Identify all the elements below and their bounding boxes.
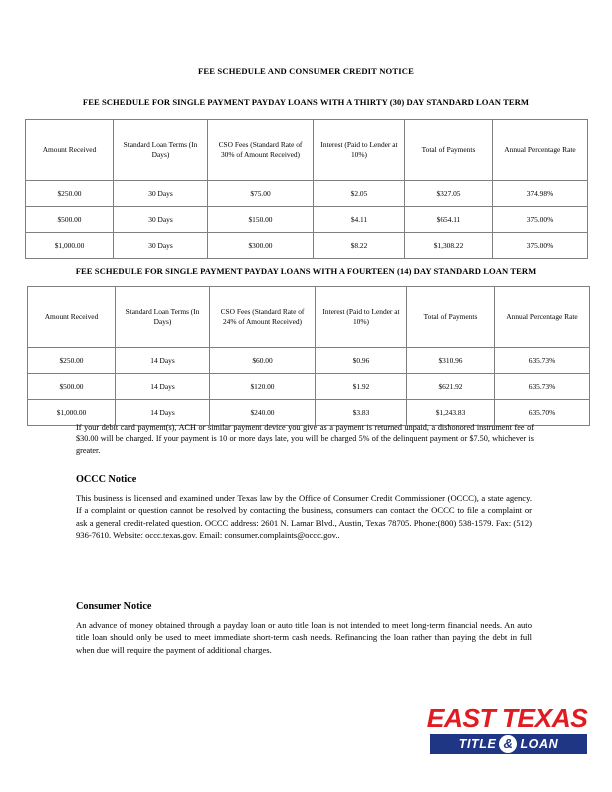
cell-interest: $1.92	[316, 374, 407, 400]
cell-interest: $2.05	[314, 181, 405, 207]
column-header-standard-loan-terms: Standard Loan Terms (In Days)	[114, 120, 208, 181]
cell-interest: $4.11	[314, 207, 405, 233]
east-texas-title-and-loan-logo	[427, 704, 587, 756]
cell-cso-fee: $60.00	[210, 348, 316, 374]
fee-schedule-table-14-day	[27, 286, 590, 426]
cell-amount-received: $250.00	[28, 348, 116, 374]
consumer-notice-body: An advance of money obtained through a payday loan or auto title loan is not intended to meet long-term financial needs. An auto title loan should only be used to meet immediate short-term cash needs. Refinancing the loan rather than paying the debt in full when due will require the payment of additional charges.	[76, 620, 532, 655]
cell-total-payments: $1,308.22	[405, 233, 493, 259]
page-title: FEE SCHEDULE AND CONSUMER CREDIT NOTICE	[197, 66, 415, 76]
cell-apr: 375.00%	[493, 233, 588, 259]
column-header-cso-fees: CSO Fees (Standard Rate of 24% of Amount Received)	[210, 287, 316, 348]
table-row	[26, 207, 588, 233]
ampersand-icon: &	[499, 735, 517, 753]
cell-cso-fee: $240.00	[210, 400, 316, 426]
column-header-standard-loan-terms: Standard Loan Terms (In Days)	[116, 287, 210, 348]
cell-apr: 635.73%	[495, 348, 590, 374]
table-1-caption: FEE SCHEDULE FOR SINGLE PAYMENT PAYDAY LOANS WITH A THIRTY (30) DAY STANDARD LOAN TERM	[82, 97, 530, 107]
cell-interest: $8.22	[314, 233, 405, 259]
occc-notice-heading: OCCC Notice	[76, 474, 137, 485]
table-row	[28, 374, 590, 400]
column-header-annual-percentage-rate: Annual Percentage Rate	[495, 287, 590, 348]
cell-apr: 374.98%	[493, 181, 588, 207]
cell-amount-received: $1,000.00	[26, 233, 114, 259]
cell-total-payments: $1,243.83	[407, 400, 495, 426]
cell-loan-term: 14 Days	[116, 348, 210, 374]
column-header-interest: Interest (Paid to Lender at 10%)	[314, 120, 405, 181]
cell-total-payments: $621.92	[407, 374, 495, 400]
column-header-total-of-payments: Total of Payments	[405, 120, 493, 181]
table-2-caption: FEE SCHEDULE FOR SINGLE PAYMENT PAYDAY LOANS WITH A FOURTEEN (14) DAY STANDARD LOAN TERM	[75, 266, 537, 276]
cell-apr: 635.70%	[495, 400, 590, 426]
occc-notice-body: This business is licensed and examined under Texas law by the Office of Consumer Credit Commissioner (OCCC), a state agency. If a complaint or question cannot be resolved by contacting the business, consumers can contact the OCCC to file a complaint or ask a general credit-related question. OCCC address: 2601 N. Lamar Blvd., Austin, Texas 78705. Phone:(800) 538-1579. Fax: (512) 936-7610. Website: occc.texas.gov. Email: consumer.complaints@occc.gov..	[76, 493, 532, 541]
logo-primary-text: EAST TEXAS	[426, 703, 588, 733]
cell-loan-term: 14 Days	[116, 400, 210, 426]
cell-cso-fee: $75.00	[208, 181, 314, 207]
cell-amount-received: $500.00	[26, 207, 114, 233]
cell-apr: 375.00%	[493, 207, 588, 233]
cell-interest: $0.96	[316, 348, 407, 374]
logo-tagline-title: TITLE	[458, 737, 497, 751]
table-row	[28, 348, 590, 374]
cell-cso-fee: $150.00	[208, 207, 314, 233]
returned-payment-fee-notice: If your debit card payment(s), ACH or similar payment device you give as a payment is returned unpaid, a dishonored instrument fee of $30.00 will be charged. If your payment is 10 or more days late, you will be charged 5% of the delinquent payment or $7.50, whichever is greater.	[76, 423, 534, 455]
column-header-total-of-payments: Total of Payments	[407, 287, 495, 348]
logo-tagline-bar	[430, 734, 587, 754]
cell-amount-received: $250.00	[26, 181, 114, 207]
logo-tagline-loan: LOAN	[520, 737, 559, 751]
cell-total-payments: $310.96	[407, 348, 495, 374]
cell-loan-term: 30 Days	[114, 233, 208, 259]
cell-cso-fee: $300.00	[208, 233, 314, 259]
column-header-annual-percentage-rate: Annual Percentage Rate	[493, 120, 588, 181]
column-header-cso-fees: CSO Fees (Standard Rate of 30% of Amount Received)	[208, 120, 314, 181]
cell-total-payments: $327.05	[405, 181, 493, 207]
cell-loan-term: 14 Days	[116, 374, 210, 400]
table-row	[26, 233, 588, 259]
cell-apr: 635.73%	[495, 374, 590, 400]
cell-amount-received: $500.00	[28, 374, 116, 400]
column-header-interest: Interest (Paid to Lender at 10%)	[316, 287, 407, 348]
table-row	[26, 181, 588, 207]
cell-amount-received: $1,000.00	[28, 400, 116, 426]
table-header-row	[26, 120, 588, 181]
cell-total-payments: $654.11	[405, 207, 493, 233]
logo-tagline	[459, 735, 559, 753]
cell-loan-term: 30 Days	[114, 181, 208, 207]
column-header-amount-received: Amount Received	[26, 120, 114, 181]
table-header-row	[28, 287, 590, 348]
cell-loan-term: 30 Days	[114, 207, 208, 233]
cell-cso-fee: $120.00	[210, 374, 316, 400]
consumer-notice-heading: Consumer Notice	[76, 601, 152, 612]
column-header-amount-received: Amount Received	[28, 287, 116, 348]
fee-schedule-table-30-day	[25, 119, 588, 259]
cell-interest: $3.83	[316, 400, 407, 426]
